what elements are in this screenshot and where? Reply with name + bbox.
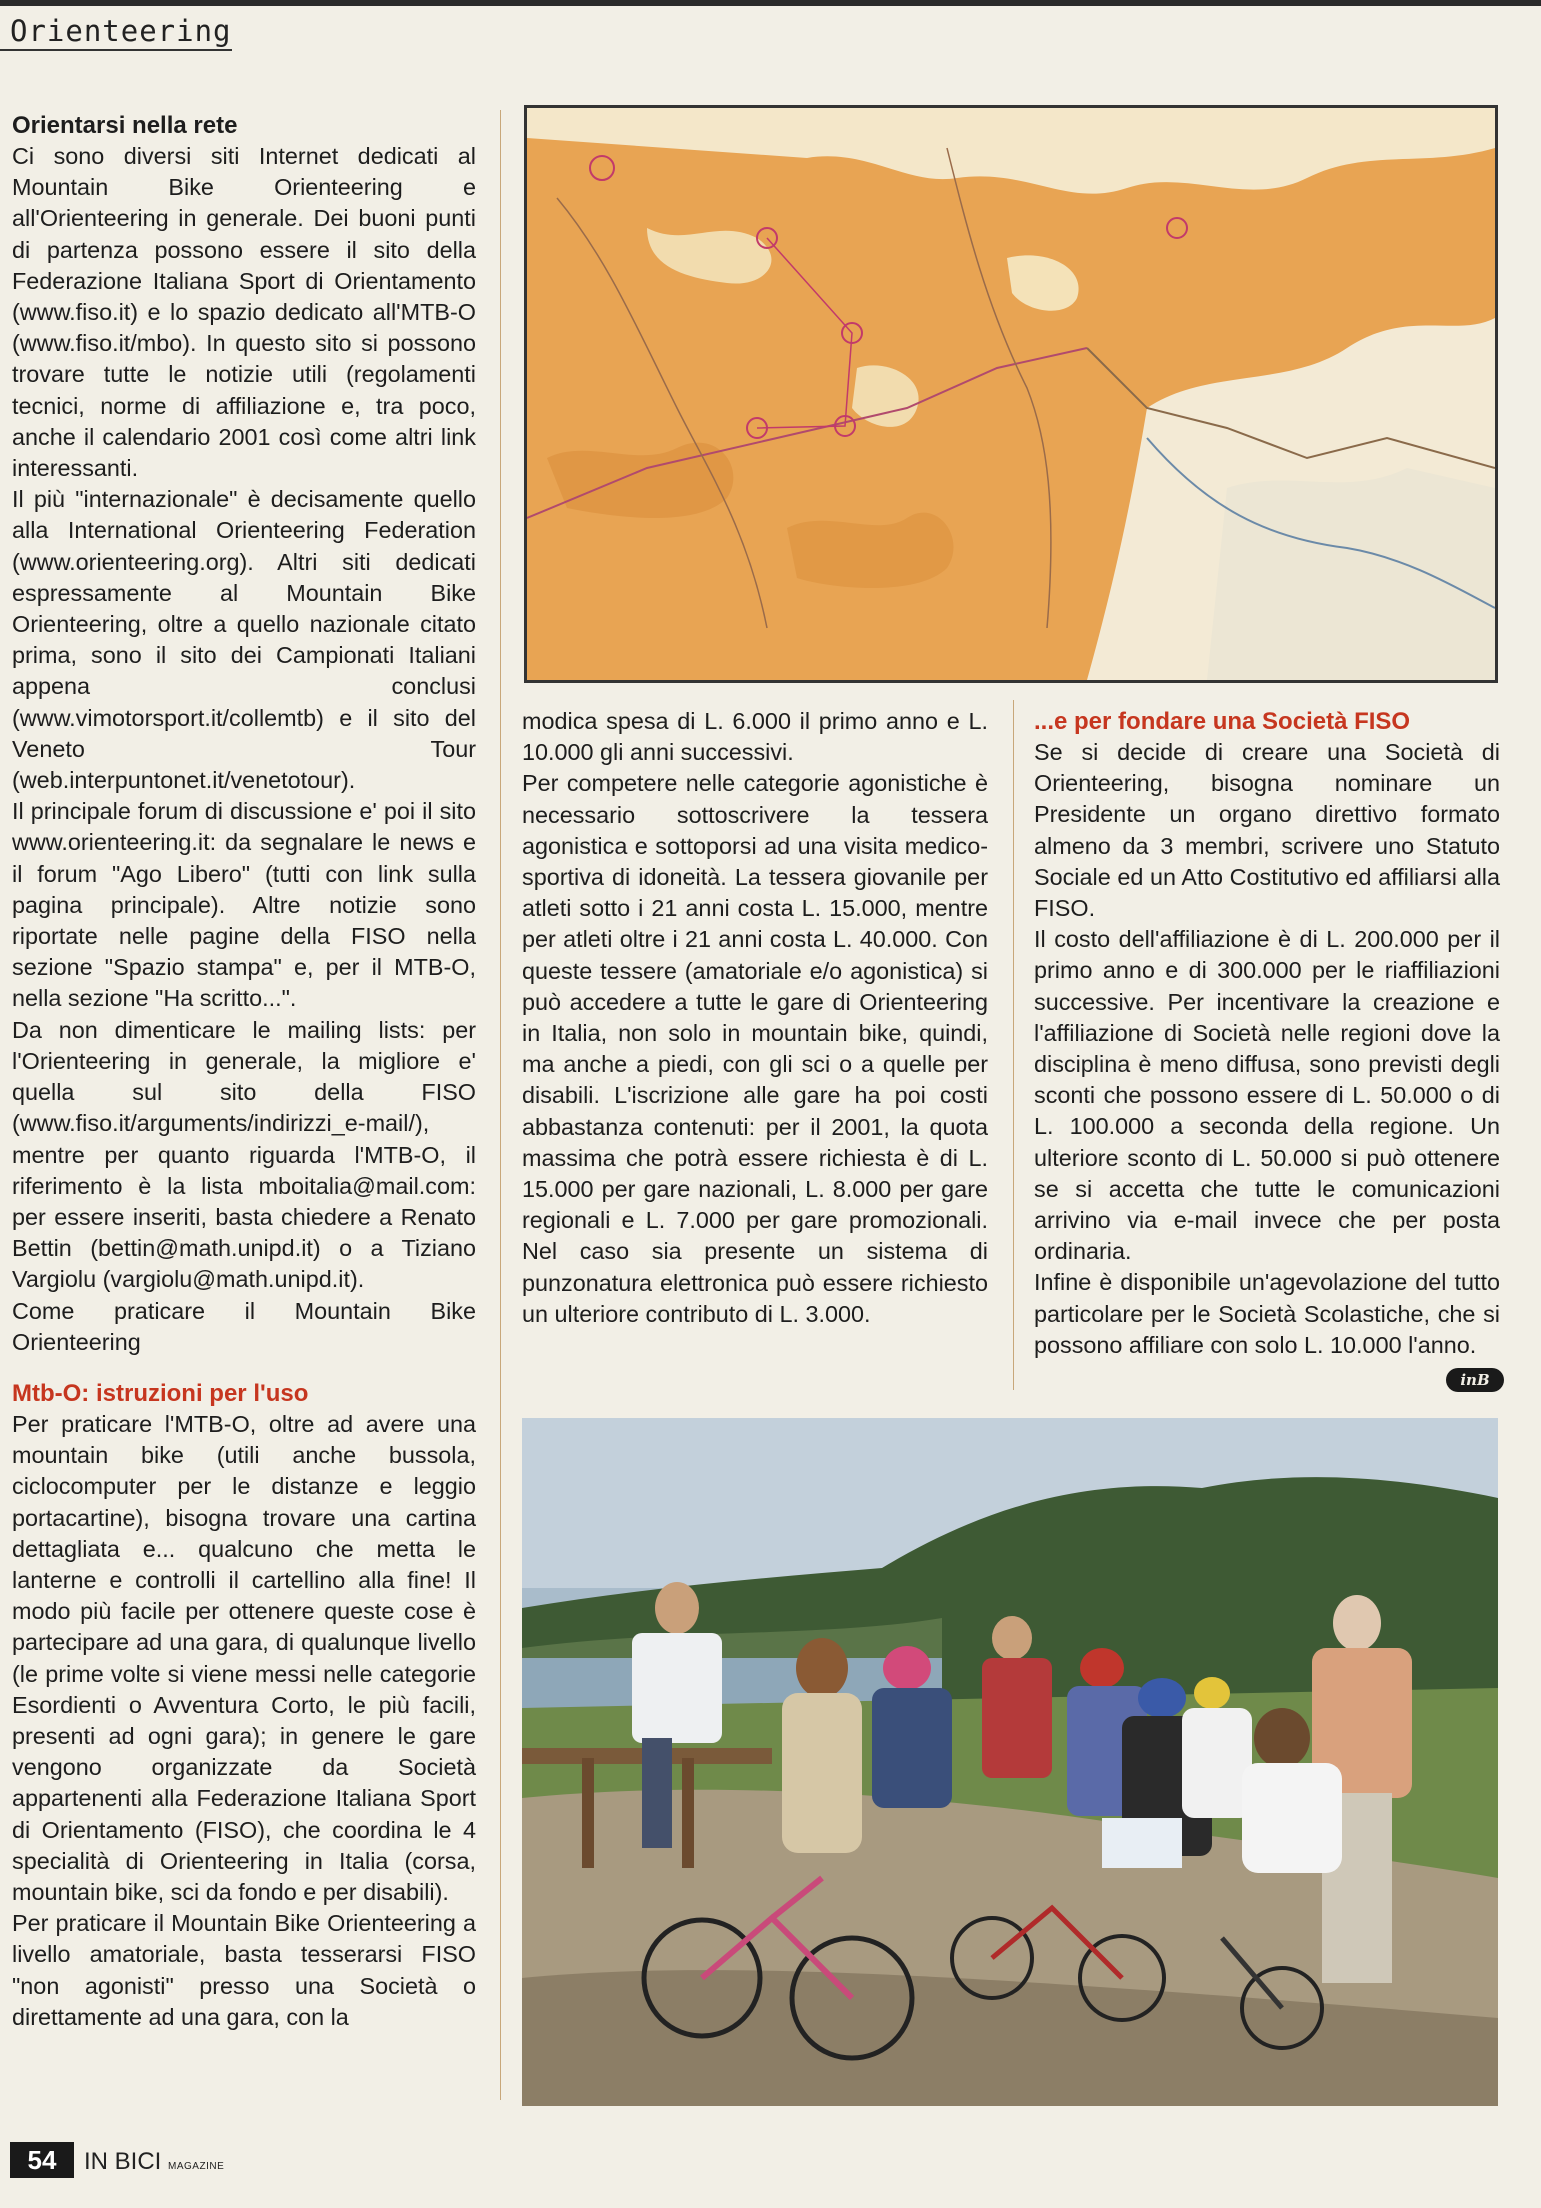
page-number: 54	[10, 2142, 74, 2178]
column-left	[12, 110, 476, 2033]
paragraph: Se si decide di creare una Società di Orienteering, bisogna nominare un Presidente un organo direttivo formato almeno da 3 membri, scrivere uno Statuto Sociale ed un Atto Costitutivo ed affiliarsi alla FISO.	[1034, 739, 1500, 922]
paragraph: Per competere nelle categorie agonistiche è necessario sottoscrivere la tessera agonistica e sottoporsi ad una visita medico-sportiva di idoneità. La tessera giovanile per atleti sotto i 21 anni costa L. 15.000, mentre per atleti oltre i 21 anni costa L. 40.000. Con queste tessere (amatoriale e/o agonistica) si può accedere a tutte le gare di Orienteering in Italia, non solo in mountain bike, quindi, ma anche a piedi, con gli sci o a quelle per disabili. L'iscrizione alle gare ha poi costi abbastanza contenuti: per il 2001, la quota massima che potrà essere richiesta è di L. 15.000 per gare nazionali, L. 8.000 per gare regionali e L. 7.000 per gare promozionali. Nel caso sia presente un sistema di punzonatura elettronica può essere richiesto un ulteriore contributo di L. 3.000.	[522, 770, 988, 1327]
paragraph: modica spesa di L. 6.000 il primo anno e L. 10.000 gli anni successivi.	[522, 708, 988, 766]
column-divider	[1013, 700, 1014, 1390]
section-rule	[0, 49, 232, 51]
magazine-title: IN BICI	[84, 2148, 162, 2175]
paragraph: Da non dimenticare le mailing lists: per l'Orienteering in generale, la migliore e' quella sul sito della FISO (www.fiso.it/arguments/indirizzi_e-mail/), mentre per quanto riguarda l'MTB-O, il riferimento è la lista mboitalia@mail.com: per essere inseriti, basta chiedere a Renato Bettin (bettin@math.unipd.it) o a Tiziano Vargiolu (vargiolu@math.unipd.it).	[12, 1016, 476, 1293]
heading-orientarsi: Orientarsi nella rete	[12, 112, 238, 139]
column-middle	[522, 706, 988, 1330]
heading-istruzioni: Mtb-O: istruzioni per l'uso	[12, 1379, 309, 1407]
magazine-subtitle: MAGAZINE	[168, 2161, 225, 2172]
paragraph: Ci sono diversi siti Internet dedicati al Mountain Bike Orienteering e all'Orienteering in generale. Dei buoni punti di partenza possono essere il sito della Federazione Italiana Sport di Orientamento (www.fiso.it) e lo spazio dedicato all'MTB-O (www.fiso.it/mbo). In questo sito si possono trovare tutte le notizie utili (regolamenti tecnici, norme di affiliazione e, tra poco, anche il calendario 2001 così come altri link interessanti.	[12, 143, 476, 482]
paragraph: Per praticare il Mountain Bike Orienteering a livello amatoriale, basta tesserarsi FISO "non agonisti" presso una Società o direttamente ad una gara, con la	[12, 1910, 476, 2030]
column-right	[1034, 706, 1500, 1361]
magazine-logo-icon: inB	[1446, 1368, 1504, 1392]
paragraph: Il costo dell'affiliazione è di L. 200.000 per il primo anno e di 300.000 per le riaffiliazioni successive. Per incentivare la creazione e l'affiliazione di Società nelle regioni dove la disciplina è meno diffusa, sono previsti degli sconti che possono essere di L. 50.000 o di L. 100.000 a seconda della regione. Un ulteriore sconto di L. 50.000 si può ottenere se si accetta che tutte le comunicazioni arrivino via e-mail invece che per posta ordinaria.	[1034, 926, 1500, 1265]
section-tag: Orienteering	[10, 14, 232, 48]
column-divider	[500, 110, 501, 2100]
top-bar	[0, 0, 1541, 6]
paragraph: Come praticare il Mountain Bike Orienteering	[12, 1297, 476, 1355]
paragraph: Infine è disponibile un'agevolazione del tutto particolare per le Società Scolastiche, che si possono affiliare con solo L. 10.000 l'anno.	[1034, 1269, 1500, 1358]
magazine-name	[84, 2146, 224, 2183]
children-bikes-photo	[522, 1418, 1498, 2106]
paragraph: Il più "internazionale" è decisamente quello alla International Orienteering Federation (www.orienteering.org). Altri siti dedicati espressamente al Mountain Bike Orienteering, oltre a quello nazionale citato prima, sono il sito dei Campionati Italiani appena conclusi (www.vimotorsport.it/collemtb) e il sito del Veneto Tour (web.interpuntonet.it/venetotour).	[12, 486, 476, 794]
heading-fondare-societa: ...e per fondare una Società FISO	[1034, 708, 1411, 735]
paragraph: Il principale forum di discussione e' poi il sito www.orienteering.it: da segnalare le news e il forum "Ago Libero" (tutti con link sulla pagina principale). Altre notizie sono riportate nelle pagine della FISO nella sezione "Spazio stampa" e, per il MTB-O, nella sezione "Ha scritto...".	[12, 798, 476, 1012]
orienteering-map-image	[524, 105, 1498, 683]
paragraph: Per praticare l'MTB-O, oltre ad avere una mountain bike (utili anche bussola, ciclocomputer per le distanze e leggio portacartine), bisogna trovare una cartina dettagliata e... qualcuno che metta le lanterne e controlli il cartellino alla fine! Il modo più facile per ottenere queste cose è partecipare ad una gara, di qualunque livello (le prime volte si viene messi nelle categorie Esordienti o Avventura Corto, le più facili, presenti ad ogni gara); in genere le gare vengono organizzate da Società appartenenti alla Federazione Italiana Sport di Orientamento (FISO), che coordina le 4 specialità di Orienteering in Italia (corsa, mountain bike, sci da fondo e per disabili).	[12, 1410, 476, 1905]
page-footer	[0, 2142, 400, 2182]
